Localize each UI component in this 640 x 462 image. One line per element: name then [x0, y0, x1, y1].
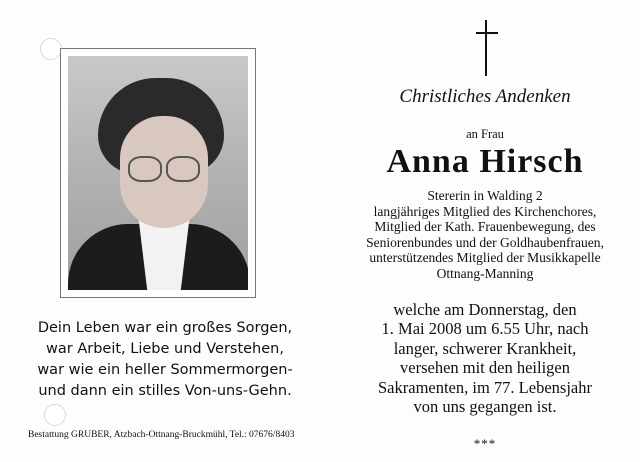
bio-line: Ottnang-Manning [436, 265, 534, 281]
bio-line: Stererin in Walding 2 [427, 188, 543, 203]
bio-line: Mitglied der Kath. Frauenbewegung, des [374, 219, 596, 235]
closing-stars: *** [473, 436, 497, 451]
biography [330, 188, 640, 282]
punch-hole [40, 38, 62, 60]
deceased-name: Anna Hirsch [386, 143, 584, 180]
death-notice-line: welche am Donnerstag, den [393, 300, 577, 319]
card-heading: Christliches Andenken [399, 86, 571, 107]
bio-line: langjähriges Mitglied des Kirchenchores, [373, 203, 597, 219]
memorial-poem [30, 318, 300, 402]
punch-hole [44, 404, 66, 426]
poem-line: war wie ein heller Sommermorgen- [37, 362, 293, 378]
death-notice-line: Sakramenten, im 77. Lebensjahr [378, 377, 592, 397]
poem-line: war Arbeit, Liebe und Verstehen, [46, 341, 284, 357]
portrait-photo [68, 56, 248, 290]
portrait-photo-frame [60, 48, 256, 298]
death-notice-line: 1. Mai 2008 um 6.55 Uhr, nach [381, 319, 589, 339]
death-notice [330, 300, 640, 416]
funeral-home-credit: Bestattung GRUBER, Atzbach-Ottnang-Bruckmühl, Tel.: 07676/8403 [28, 430, 295, 440]
cross-icon [476, 20, 498, 76]
photo-glasses [166, 156, 200, 182]
poem-line: Dein Leben war ein großes Sorgen, [37, 320, 293, 336]
death-notice-line: versehen mit den heiligen [400, 358, 570, 378]
death-notice-line: langer, schwerer Krankheit, [393, 338, 577, 358]
salutation: an Frau [466, 127, 504, 141]
photo-glasses [128, 156, 162, 182]
bio-line: unterstützendes Mitglied der Musikkapelle [369, 250, 601, 266]
bio-line: Seniorenbundes und der Goldhaubenfrauen, [366, 234, 604, 250]
poem-line: und dann ein stilles Von-uns-Gehn. [38, 383, 292, 399]
death-notice-line: von uns gegangen ist. [413, 397, 557, 417]
